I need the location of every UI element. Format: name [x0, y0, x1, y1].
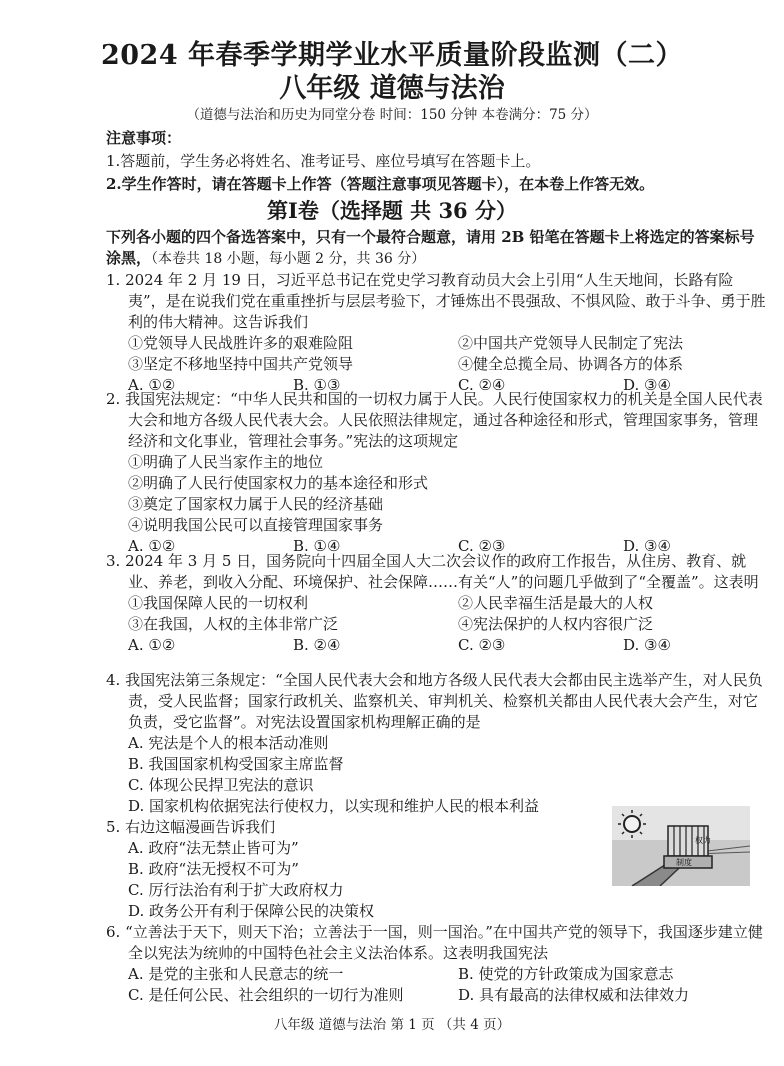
question-4 — [106, 670, 766, 817]
choice-row — [106, 985, 766, 1006]
choice-b: B. 使党的方针政策成为国家意志 — [458, 965, 674, 983]
question-stem: 5. 右边这幅漫画告诉我们 — [106, 818, 276, 836]
choice-d: D. ③④ — [623, 376, 671, 394]
instruction-text: 下列各小题的四个备选答案中，只有一个最符合题意，请用 2B 铅笔在答题卡上将选定的答案标号涂黑， — [106, 228, 755, 267]
notice-heading: 注意事项： — [106, 129, 182, 147]
choice-c: C. ②③ — [458, 636, 506, 654]
statement: ①我国保障人民的一切权利 — [128, 594, 309, 612]
question-2 — [106, 389, 766, 557]
choice-a: A. ①② — [128, 636, 176, 654]
question-stem: 6. “立善法于天下，则天下治；立善法于一国，则一国治。”在中国共产党的领导下，我国逐步建立健全以宪法为统帅的中国特色社会主义法治体系。这表明我国宪法 — [106, 923, 763, 962]
exam-subject: 八年级 道德与法治 — [279, 73, 505, 104]
choice-c: C. ②④ — [458, 376, 506, 394]
choice-c: C. 是任何公民、社会组织的一切行为准则 — [128, 986, 404, 1004]
question-6 — [106, 922, 766, 1006]
option-a: A. 宪法是个人的根本活动准则 — [128, 734, 329, 752]
statement-row — [106, 614, 766, 635]
choice-d: D. ③④ — [623, 636, 671, 654]
statement: ③坚定不移地坚持中国共产党领导 — [128, 355, 354, 373]
choice-d: D. ③④ — [623, 537, 671, 555]
cartoon-label-system: 制度 — [676, 858, 692, 867]
option-b: B. 我国国家机构受国家主席监督 — [128, 755, 344, 773]
choice-a: A. ①② — [128, 376, 176, 394]
choice-c: C. ②③ — [458, 537, 506, 555]
option-c: C. 体现公民捍卫宪法的意识 — [128, 776, 314, 794]
statement: ③在我国，人权的主体非常广泛 — [128, 615, 339, 633]
choice-b: B. ①④ — [293, 537, 341, 555]
choice-row — [106, 964, 766, 985]
notice-item: 2.学生作答时，请在答题卡上作答（答题注意事项见答题卡），在本卷上作答无效。 — [106, 175, 655, 193]
choice-b: B. ①③ — [293, 376, 341, 394]
option-d: D. 国家机构依据宪法行使权力，以实现和维护人民的根本利益 — [128, 797, 540, 815]
statement: ④健全总揽全局、协调各方的体系 — [458, 355, 684, 373]
notice-item: 1.答题前，学生务必将姓名、准考证号、座位号填写在答题卡上。 — [106, 152, 541, 170]
question-stem: 1. 2024 年 2 月 19 日，习近平总书记在党史学习教育动员大会上引用“人生天地间，长路有险夷”，是在说我们党在重重挫折与层层考验下，才锤炼出不畏强敌、不惧风险、敢于斗争、勇于胜利的伟大精神。这告诉我们 — [106, 271, 766, 331]
statement-row — [106, 333, 766, 354]
option-a: A. 政府“法无禁止皆可为” — [128, 839, 299, 857]
statement: ④说明我国公民可以直接管理国家事务 — [128, 516, 384, 534]
option-c: C. 厉行法治有利于扩大政府权力 — [128, 881, 344, 899]
exam-time-note: （道德与法治和历史为同堂分卷 时间：150 分钟 本卷满分：75 分） — [186, 107, 598, 123]
choice-row — [106, 635, 766, 656]
choice-a: A. ①② — [128, 537, 176, 555]
question-1 — [106, 270, 766, 396]
statement-row — [106, 593, 766, 614]
statement-row — [106, 354, 766, 375]
option-b: B. 政府“法无授权不可为” — [128, 860, 299, 878]
instruction-note: （本卷共 18 小题，每小题 2 分，共 36 分） — [151, 251, 426, 267]
statement: ①党领导人民战胜许多的艰难险阻 — [128, 334, 354, 352]
page-footer: 八年级 道德与法治 第 1 页 （共 4 页） — [273, 1017, 511, 1033]
choice-d: D. 具有最高的法律权威和法律效力 — [458, 986, 690, 1004]
option-d: D. 政务公开有利于保障公民的决策权 — [128, 902, 375, 920]
statement: ②明确了人民行使国家权力的基本途径和形式 — [128, 474, 429, 492]
question-5 — [106, 817, 606, 922]
question-stem: 3. 2024 年 3 月 5 日，国务院向十四届全国人大二次会议作的政府工作报告，从住房、教育、就业、养老，到收入分配、环境保护、社会保障……有关“人”的问题几乎做到了“全覆盖”。这表明 — [106, 552, 759, 591]
choice-b: B. ②④ — [293, 636, 341, 654]
section-title: 第Ⅰ卷（选择题 共 36 分） — [267, 198, 517, 223]
section-instruction — [106, 227, 766, 270]
cartoon-label-power: 权力 — [695, 836, 711, 845]
question-stem: 2. 我国宪法规定：“中华人民共和国的一切权力属于人民。人民行使国家权力的机关是全国人民代表大会和地方各级人民代表大会。人民依照法律规定，通过各种途径和形式，管理国家事务，管理经济和文化事业，管理社会事务。”宪法的这项规定 — [106, 390, 763, 450]
statement: ③奠定了国家权力属于人民的经济基础 — [128, 495, 384, 513]
statement: ④宪法保护的人权内容很广泛 — [458, 615, 654, 633]
exam-title: 2024 年春季学期学业水平质量阶段监测（二） — [100, 40, 684, 71]
statement: ②中国共产党领导人民制定了宪法 — [458, 334, 684, 352]
cartoon-image — [612, 806, 750, 886]
question-stem: 4. 我国宪法第三条规定：“全国人民代表大会和地方各级人民代表大会都由民主选举产生，对人民负责，受人民监督；国家行政机关、监察机关、审判机关、检察机关都由人民代表大会产生，对它负责，受它监督”。对宪法设置国家机构理解正确的是 — [106, 671, 763, 731]
statement: ①明确了人民当家作主的地位 — [128, 453, 324, 471]
statement: ②人民幸福生活是最大的人权 — [458, 594, 654, 612]
question-3 — [106, 551, 766, 656]
choice-a: A. 是党的主张和人民意志的统一 — [128, 965, 344, 983]
